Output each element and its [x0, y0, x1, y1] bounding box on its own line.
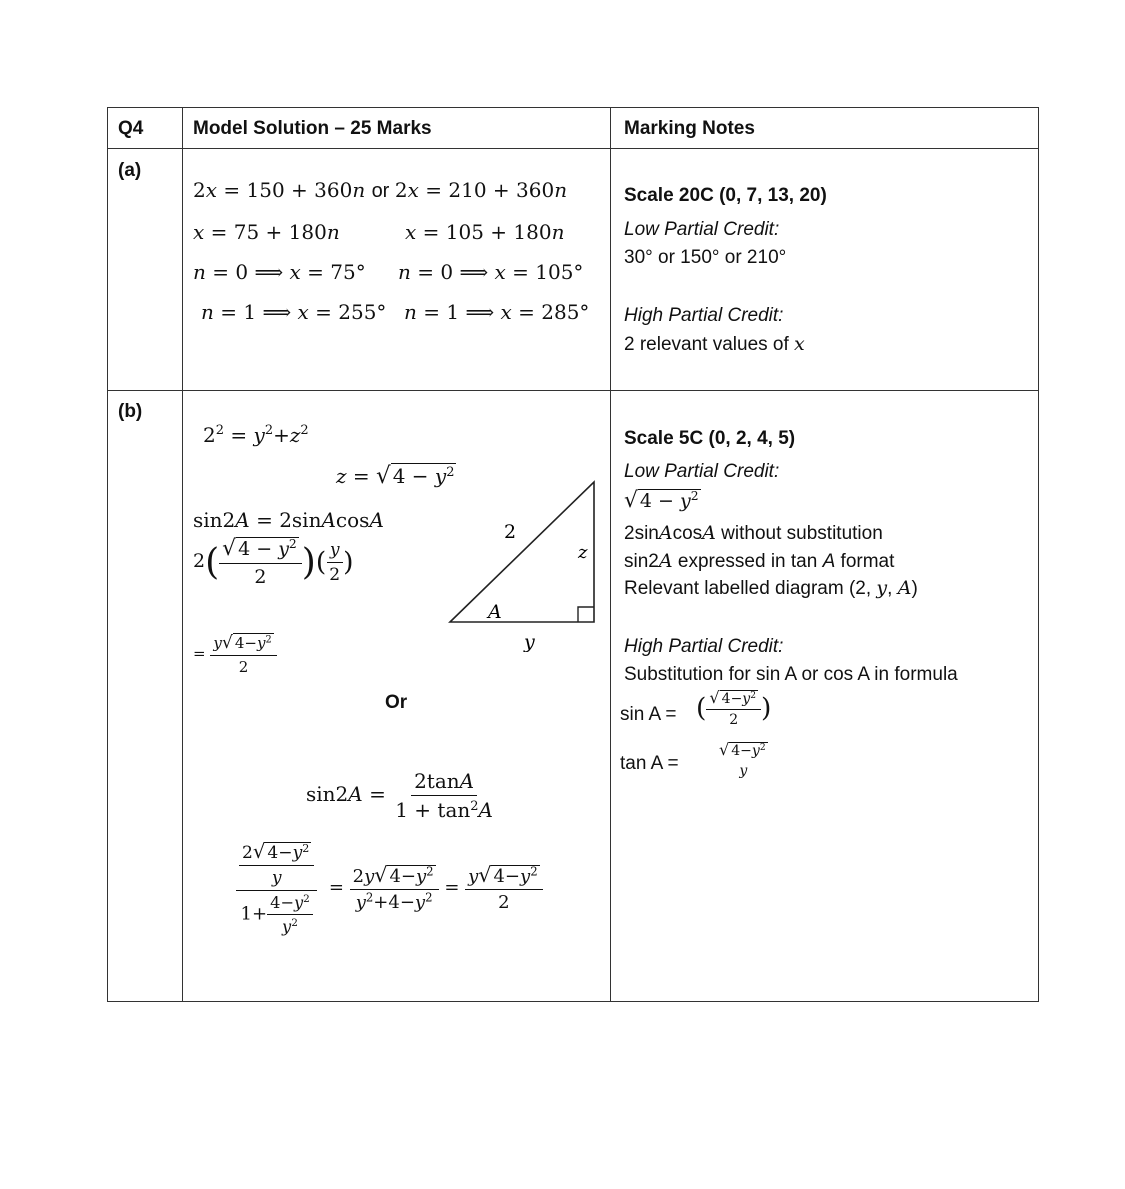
part-b-high-credit-text: Substitution for sin A or cos A in formula — [624, 664, 958, 685]
question-number: Q4 — [118, 118, 144, 139]
angle-a-label: A — [488, 601, 502, 623]
part-a-low-credit-text: 30° or 150° or 210° — [624, 247, 787, 268]
tan-a-expression: √ $4-y^2$ y — [719, 740, 766, 779]
part-a-line-5: n = 0 ⟹ x = 105° — [398, 260, 584, 284]
part-a-line-4: n = 0 ⟹ x = 75° — [193, 260, 366, 284]
column-divider — [610, 108, 611, 1001]
z-expression: z = √ $4 - y^2$ — [336, 463, 455, 489]
substitution-expression: 2( $\frac{√ 4 - y^2}{2}$ )( $\frac{y}{2}$ ) — [193, 536, 354, 588]
part-b-scale: Scale 5C (0, 2, 4, 5) — [624, 428, 796, 449]
part-a-high-credit-title: High Partial Credit: — [624, 305, 784, 326]
hypotenuse-label: 2 — [504, 521, 517, 543]
marking-notes-header: Marking Notes — [624, 118, 755, 139]
part-a-high-credit-text: 2 relevant values of x — [624, 333, 805, 355]
part-a-low-credit-title: Low Partial Credit: — [624, 219, 780, 240]
part-b-high-credit-title: High Partial Credit: — [624, 636, 784, 657]
tan-substitution-working: $\frac{2√ 4-y^2}{y}$ 1+ $\frac{4-y^2}{y^2}$ = $\frac{2y√ 4-y^2}{y^2+4-y^2}$ = $\frac{y√ 4-y^2}{2}$ — [236, 840, 543, 936]
column-divider — [182, 108, 183, 1001]
opposite-side-label: z — [578, 542, 588, 563]
sin-a-label: sin A = — [620, 704, 677, 725]
part-a-line-2: x = 75 + 180n — [193, 220, 340, 244]
model-solution-header: Model Solution – 25 Marks — [193, 118, 432, 139]
right-triangle-diagram — [444, 476, 599, 652]
part-a-line-1: 2x = 150 + 360n or 2x = 210 + 360n — [193, 178, 568, 202]
part-b-low-credit-identity: 2sinAcosA without substitution — [624, 522, 883, 544]
row-divider — [108, 148, 1038, 149]
part-a-line-6: n = 1 ⟹ x = 255° — [201, 300, 387, 324]
triangle-shape — [450, 482, 594, 622]
part-a-line-7: n = 1 ⟹ x = 285° — [404, 300, 590, 324]
or-separator: Or — [385, 692, 408, 713]
part-a-scale: Scale 20C (0, 7, 13, 20) — [624, 185, 827, 206]
simplified-result: = $\frac{y√ 4-y^2}{2}$ — [193, 633, 277, 676]
adjacent-side-label: y — [524, 631, 535, 652]
row-divider — [108, 390, 1038, 391]
part-b-label: (b) — [118, 401, 143, 422]
tan-identity: sin2A = $\frac{2\tan A}{1 + \tan^2A}$ — [306, 769, 493, 822]
part-a-label: (a) — [118, 160, 142, 181]
part-b-low-credit-root: √ $4 - y^2$ — [624, 488, 699, 513]
part-a-line-3: x = 105 + 180n — [405, 220, 565, 244]
right-angle-marker — [578, 607, 594, 622]
double-angle-identity: sin2A = 2sinAcosA — [193, 508, 384, 532]
sin-a-expression: ( $\frac{√ 4-y^2}{2}$ ) — [696, 688, 772, 728]
marking-scheme-table — [107, 107, 1039, 1002]
part-b-low-credit-tan-format: sin2A expressed in tan A format — [624, 550, 895, 572]
part-b-low-credit-diagram: Relevant labelled diagram (2, y, A) — [624, 577, 918, 599]
tan-a-label: tan A = — [620, 753, 679, 774]
pythagoras-equation: $2^2 = y^2+z^2$ — [203, 423, 309, 447]
part-b-low-credit-title: Low Partial Credit: — [624, 461, 780, 482]
